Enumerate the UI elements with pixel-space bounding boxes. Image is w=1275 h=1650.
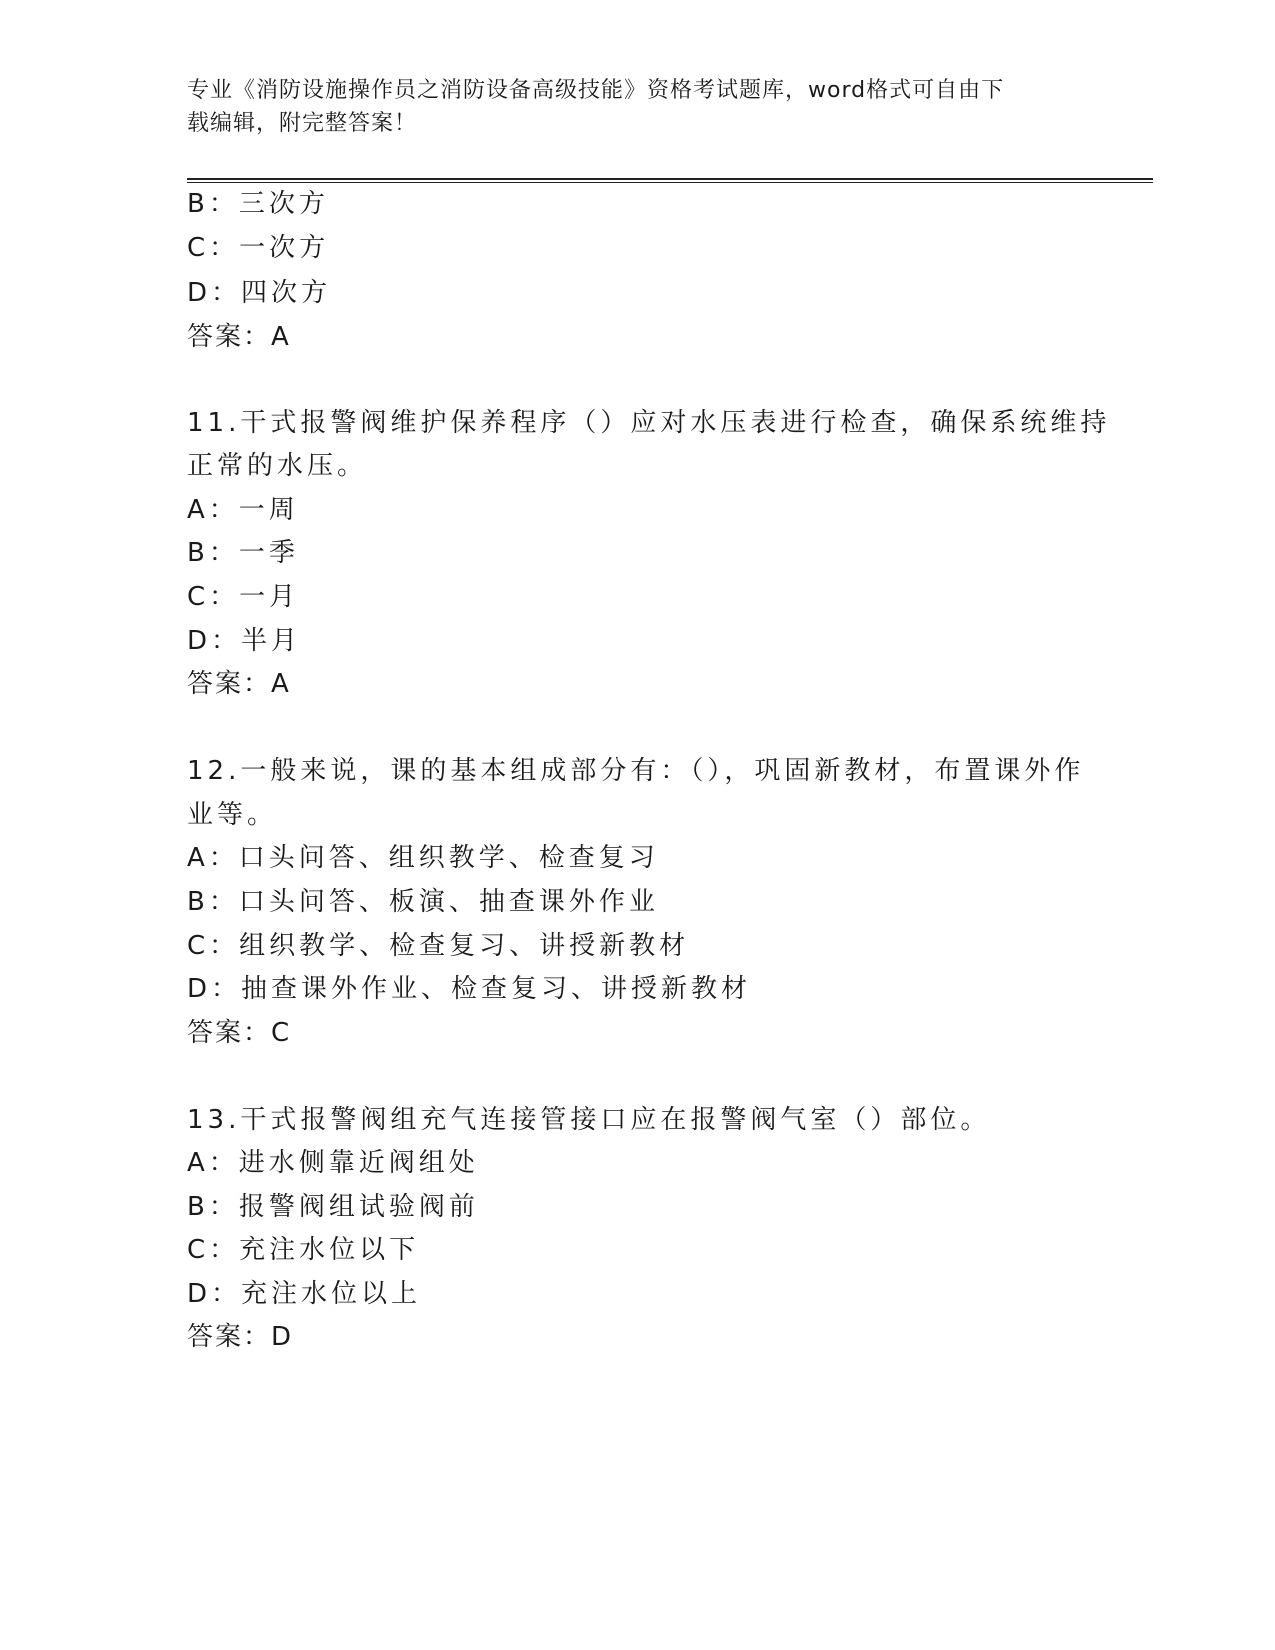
q12-answer: 答案：C bbox=[187, 1018, 292, 1048]
q11-option-d: D：半月 bbox=[187, 626, 302, 656]
q10-option-c: C：一次方 bbox=[187, 233, 330, 263]
q12-option-a: A：口头问答、组织教学、检查复习 bbox=[187, 843, 659, 873]
q10-option-d: D：四次方 bbox=[187, 278, 332, 308]
q13-option-b: B：报警阀组试验阀前 bbox=[187, 1192, 479, 1222]
q10-answer: 答案：A bbox=[187, 322, 291, 352]
q12-option-c: C：组织教学、检查复习、讲授新教材 bbox=[187, 931, 690, 961]
page-header bbox=[187, 74, 1067, 140]
q11-option-b: B：一季 bbox=[187, 538, 299, 568]
q11-option-a: A：一周 bbox=[187, 495, 299, 525]
q12-option-b: B：口头问答、板演、抽查课外作业 bbox=[187, 887, 659, 917]
q10-option-b: B：三次方 bbox=[187, 189, 329, 219]
q12-stem-line2: 业等。 bbox=[187, 800, 278, 830]
q13-answer: 答案：D bbox=[187, 1322, 294, 1352]
q12-stem-line1: 12.一般来说，课的基本组成部分有：（），巩固新教材，布置课外作 bbox=[187, 756, 1085, 786]
header-divider bbox=[187, 178, 1153, 183]
q12-option-d: D：抽查课外作业、检查复习、讲授新教材 bbox=[187, 974, 752, 1004]
header-text-line2: 载编辑，附完整答案！ bbox=[187, 111, 418, 136]
q13-option-a: A：进水侧靠近阀组处 bbox=[187, 1148, 479, 1178]
q13-option-d: D：充注水位以上 bbox=[187, 1279, 422, 1309]
header-text-line1: 专业《消防设施操作员之消防设备高级技能》资格考试题库，word格式可自由下 bbox=[187, 78, 1005, 103]
q11-stem-line1: 11.干式报警阀维护保养程序（）应对水压表进行检查，确保系统维持 bbox=[187, 408, 1111, 438]
q13-stem-line1: 13.干式报警阀组充气连接管接口应在报警阀气室（）部位。 bbox=[187, 1105, 991, 1135]
q13-option-c: C：充注水位以下 bbox=[187, 1235, 420, 1265]
q11-stem-line2: 正常的水压。 bbox=[187, 451, 368, 481]
q11-option-c: C：一月 bbox=[187, 582, 300, 612]
q11-answer: 答案：A bbox=[187, 669, 291, 699]
